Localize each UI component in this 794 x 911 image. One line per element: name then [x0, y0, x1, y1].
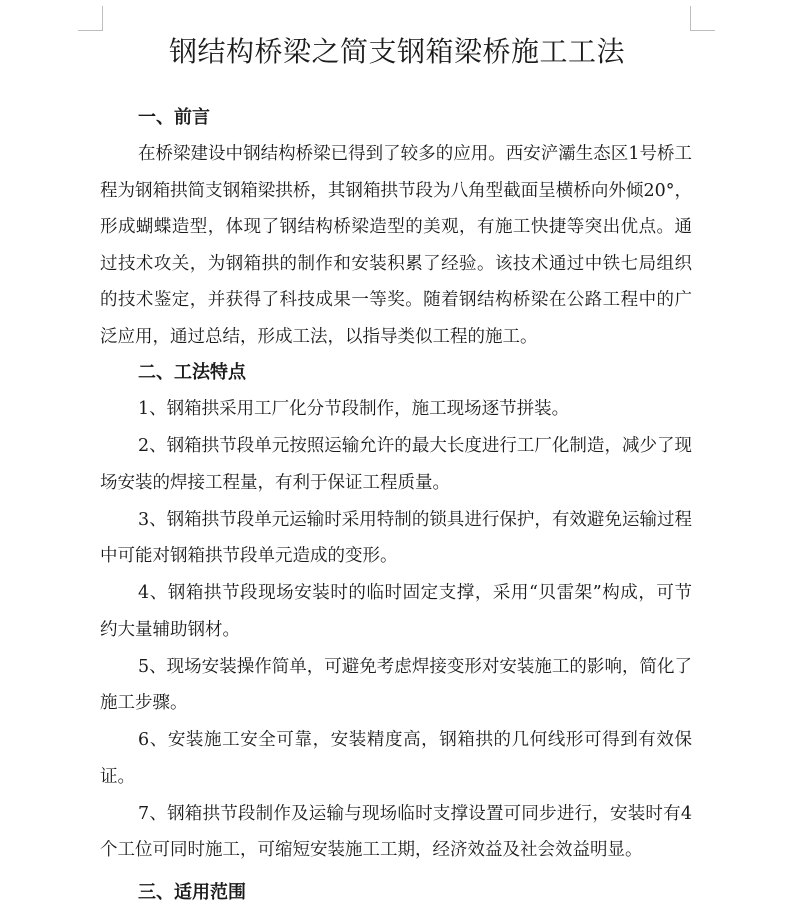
document-title: 钢结构桥梁之简支钢箱梁桥施工工法 — [168, 35, 625, 68]
section-heading-scope: 三、适用范围 — [138, 881, 246, 903]
crop-mark-top-left — [78, 6, 103, 31]
section-heading-features: 二、工法特点 — [138, 362, 246, 383]
feature-item-3: 3、钢箱拱节段单元运输时采用特制的锁具进行保护，有效避免运输过程中可能对钢箱拱节段单元造成的变形。 — [100, 509, 692, 566]
feature-item-4: 4、钢箱拱节段现场安装时的临时固定支撑，采用“贝雷架”构成，可节约大量辅助钢材。 — [100, 583, 692, 640]
feature-item-5: 5、现场安装操作简单，可避免考虑焊接变形对安装施工的影响，简化了施工步骤。 — [100, 656, 692, 713]
preface-paragraph: 在桥梁建设中钢结构桥梁已得到了较多的应用。西安浐灞生态区1号桥工程为钢箱拱简支钢箱梁拱桥，其钢箱拱节段为八角型截面呈横桥向外倾20°，形成蝴蝶造型，体现了钢结构桥梁造型的美观，有施工快捷等突出优点。通过技术攻关，为钢箱拱的制作和安装积累了经验。该技术通过中铁七局组织的技术鉴定，并获得了科技成果一等奖。随着钢结构桥梁在公路工程中的广泛应用，通过总结，形成工法，以指导类似工程的施工。 — [100, 144, 692, 347]
feature-item-6: 6、安装施工安全可靠，安装精度高，钢箱拱的几何线形可得到有效保证。 — [100, 730, 692, 787]
feature-item-2: 2、钢箱拱节段单元按照运输允许的最大长度进行工厂化制造，减少了现场安装的焊接工程量，有利于保证工程质量。 — [100, 436, 692, 493]
feature-item-1: 1、钢箱拱采用工厂化分节段制作，施工现场逐节拼装。 — [138, 399, 570, 419]
feature-item-7: 7、钢箱拱节段制作及运输与现场临时支撑设置可同步进行，安装时有4个工位可同时施工，可缩短安装施工工期，经济效益及社会效益明显。 — [100, 803, 692, 860]
section-heading-preface: 一、前言 — [138, 107, 210, 128]
crop-mark-top-right — [690, 6, 715, 31]
document-body — [100, 100, 692, 911]
